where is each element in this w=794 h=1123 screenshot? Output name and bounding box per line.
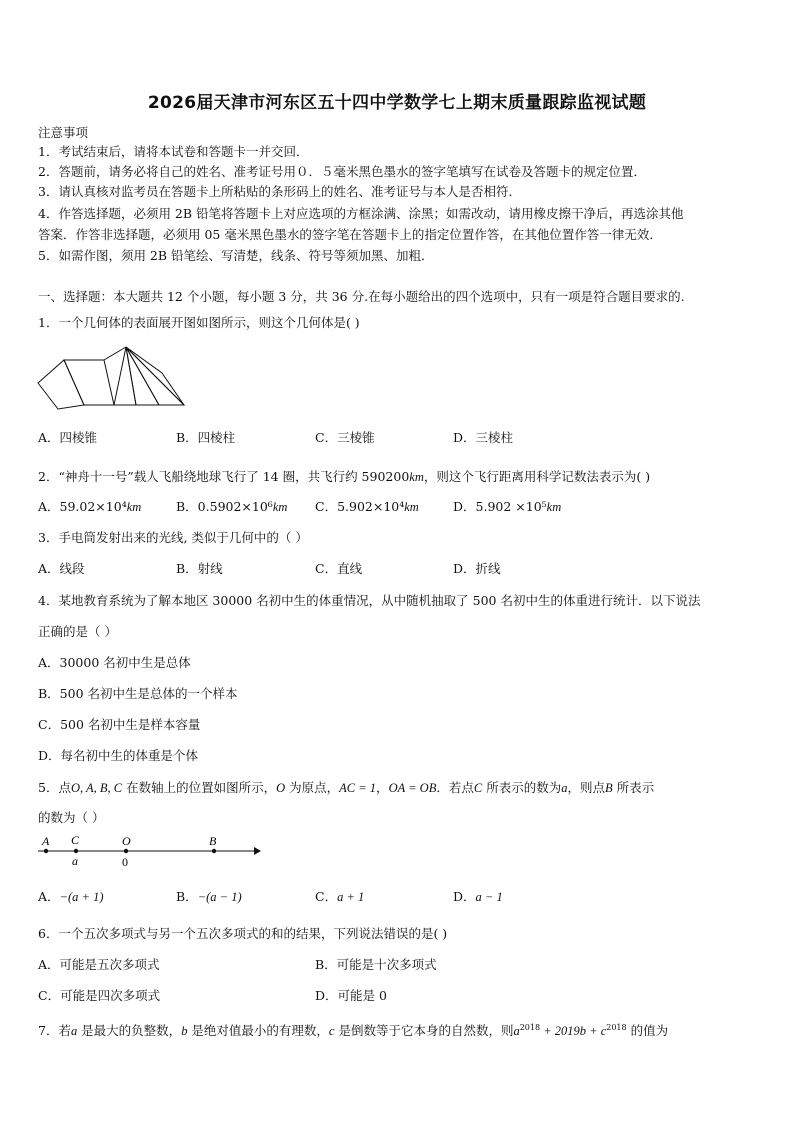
- q5-math: AC = 1: [339, 781, 377, 795]
- q4-stem: 4．某地教育系统为了解本地区 30000 名初中生的体重情况，从中随机抽取了 500 名初中生的体重进行统计．以下说法: [38, 593, 701, 608]
- notice-item-1: 1．考试结束后，请将本试卷和答题卡一并交回．: [38, 144, 309, 159]
- q7-exponent: 2018: [519, 1022, 541, 1032]
- q3-option-d: D．折线: [453, 561, 501, 576]
- notice-item-2: 2．答题前，请务必将自己的姓名、准考证号用０．５毫米黑色墨水的签字笔填写在试卷及答题卡的规定位置．: [38, 164, 646, 179]
- q5-stem: [38, 778, 654, 796]
- q7-text: 是绝对值最小的有理数，: [187, 1023, 329, 1038]
- net-face-left: [38, 360, 84, 409]
- q2-option-d-unit: km: [546, 500, 562, 514]
- label-a: A: [42, 834, 50, 848]
- label-o: O: [122, 834, 131, 848]
- point-a: [44, 849, 48, 853]
- q5-stem-cont: 的数为（ ）: [38, 810, 105, 825]
- q2-option-c: [315, 497, 419, 515]
- label-c: C: [71, 833, 80, 847]
- q5-math: a: [561, 781, 568, 795]
- q5-option-d-expr: a − 1: [475, 890, 503, 904]
- q7-exponent: 2018: [606, 1022, 627, 1032]
- q5-math: O: [276, 781, 286, 795]
- q2-option-c-value: C．5.902×10⁴: [315, 499, 405, 514]
- q2-option-c-unit: km: [404, 500, 419, 514]
- arrow-right-icon: [254, 847, 261, 855]
- q2-option-a: [38, 497, 141, 515]
- q7-math: a: [513, 1024, 520, 1038]
- q7-text: 的值为: [626, 1023, 669, 1038]
- point-b: [212, 849, 216, 853]
- q2-option-a-unit: km: [126, 500, 142, 514]
- label-zero: 0: [122, 855, 128, 868]
- q3-option-b: B．射线: [176, 561, 223, 576]
- q4-option-b: B．500 名初中生是总体的一个样本: [38, 686, 238, 701]
- notice-item-5: 5．如需作图，须用 2B 铅笔绘、写清楚，线条、符号等须加黑、加粗．: [38, 248, 434, 263]
- q4-stem-cont: 正确的是（ ）: [38, 624, 117, 639]
- q2-option-d-value: D．5.902 ×10⁵: [453, 499, 547, 514]
- q4-option-a: A．30000 名初中生是总体: [38, 655, 191, 670]
- section-heading: 一、选择题：本大题共 12 个小题，每小题 3 分，共 36 分.在每小题给出的四个选项中，只有一项是符合题目要求的.: [38, 289, 685, 304]
- q2-stem: [38, 467, 650, 485]
- q7-math: c: [328, 1024, 335, 1038]
- q5-math: B: [604, 781, 613, 795]
- q5-text: 在数轴上的位置如图所示，: [122, 780, 277, 795]
- q2-stem-unit: km: [409, 470, 424, 484]
- q1-option-d: D．三棱柱: [453, 430, 514, 445]
- q7-math: + 2019b + c: [540, 1024, 607, 1038]
- point-c: [74, 849, 78, 853]
- q6-option-a: A．可能是五次多项式: [38, 957, 160, 972]
- q5-option-c: [315, 887, 364, 905]
- q5-text: 为原点，: [285, 780, 340, 795]
- q5-text: 所表示的数为: [482, 780, 562, 795]
- q5-text: 所表示: [612, 780, 655, 795]
- point-o: [124, 849, 128, 853]
- q1-option-b: B．四棱柱: [176, 430, 236, 445]
- notice-item-4-cont: 答案．作答非选择题，必须用 05 毫米黑色墨水的签字笔在答题卡上的指定位置作答，在其他位置作答一律无效．: [38, 227, 662, 242]
- q7-math: b: [181, 1024, 188, 1038]
- q5-text: ，: [376, 780, 389, 795]
- q5-text: 5．点: [38, 780, 71, 795]
- q7-math: a: [70, 1024, 78, 1038]
- page-title: 2026届天津市河东区五十四中学数学七上期末质量跟踪监视试题: [147, 93, 647, 113]
- q6-option-b: B．可能是十次多项式: [315, 957, 437, 972]
- q7-text: 是最大的负整数，: [77, 1023, 182, 1038]
- q6-option-c: C．可能是四次多项式: [38, 988, 161, 1003]
- q6-stem: 6．一个五次多项式与另一个五次多项式的和的结果，下列说法错误的是( ): [38, 926, 448, 941]
- q5-option-d-label: D．: [453, 889, 476, 904]
- q5-math: O, A, B, C: [70, 781, 123, 795]
- q3-option-a: A．线段: [38, 561, 85, 576]
- q7-stem: [38, 1021, 668, 1039]
- q4-option-d: D．每名初中生的体重是个体: [38, 748, 199, 763]
- q4-option-c: C．500 名初中生是样本容量: [38, 717, 201, 732]
- q1-net-figure: [36, 343, 196, 413]
- net-face-tri-1: [114, 347, 136, 405]
- q5-text: ．若点: [436, 780, 474, 795]
- q5-option-a: [38, 887, 103, 905]
- q2-option-d: [453, 497, 561, 515]
- q5-math: C: [473, 781, 483, 795]
- label-b: B: [209, 834, 217, 848]
- net-face-square: [64, 360, 114, 405]
- notice-heading: 注意事项: [38, 125, 89, 140]
- q5-number-line: [36, 832, 262, 868]
- label-a-value: a: [72, 854, 78, 868]
- q1-option-a: A．四棱锥: [38, 430, 98, 445]
- q5-option-a-expr: −(a + 1): [59, 890, 104, 904]
- q2-option-b-value: B．0.5902×10⁶: [176, 499, 273, 514]
- q5-option-c-expr: a + 1: [337, 890, 365, 904]
- q5-option-c-label: C．: [315, 889, 338, 904]
- q5-option-b-label: B．: [176, 889, 198, 904]
- q3-option-c: C．直线: [315, 561, 363, 576]
- notice-item-4: 4．作答选择题，必须用 2B 铅笔将答题卡上对应选项的方框涂满、涂黑；如需改动，请用橡皮擦干净后，再选涂其他: [38, 206, 684, 221]
- q7-text: 是倒数等于它本身的自然数，则: [334, 1023, 514, 1038]
- notice-item-3: 3．请认真核对监考员在答题卡上所粘贴的条形码上的姓名、准考证号与本人是否相符．: [38, 184, 521, 199]
- q7-text: 7．若: [38, 1023, 71, 1038]
- q5-option-b: [176, 887, 242, 905]
- q5-text: ，则点: [567, 780, 605, 795]
- net-edge: [104, 347, 126, 360]
- q5-option-d: [453, 887, 503, 905]
- q2-option-b: [176, 497, 287, 515]
- q6-option-d: D．可能是 0: [315, 988, 387, 1003]
- q1-option-c: C．三棱锥: [315, 430, 375, 445]
- q1-stem: 1．一个几何体的表面展开图如图所示，则这个几何体是( ): [38, 315, 360, 330]
- q5-option-a-label: A．: [38, 889, 60, 904]
- q5-option-b-expr: −(a − 1): [197, 890, 242, 904]
- q3-stem: 3．手电筒发射出来的光线, 类似于几何中的（ ）: [38, 530, 308, 545]
- q5-math: OA = OB: [388, 781, 437, 795]
- q2-stem-text-b: ，则这个飞行距离用科学记数法表示为( ): [423, 469, 651, 484]
- q2-option-a-value: A．59.02×10⁴: [38, 499, 127, 514]
- q2-option-b-unit: km: [272, 500, 288, 514]
- q2-stem-text-a: 2．“神舟十一号”载人飞船绕地球飞行了 14 圈，共飞行约 590200: [38, 469, 410, 484]
